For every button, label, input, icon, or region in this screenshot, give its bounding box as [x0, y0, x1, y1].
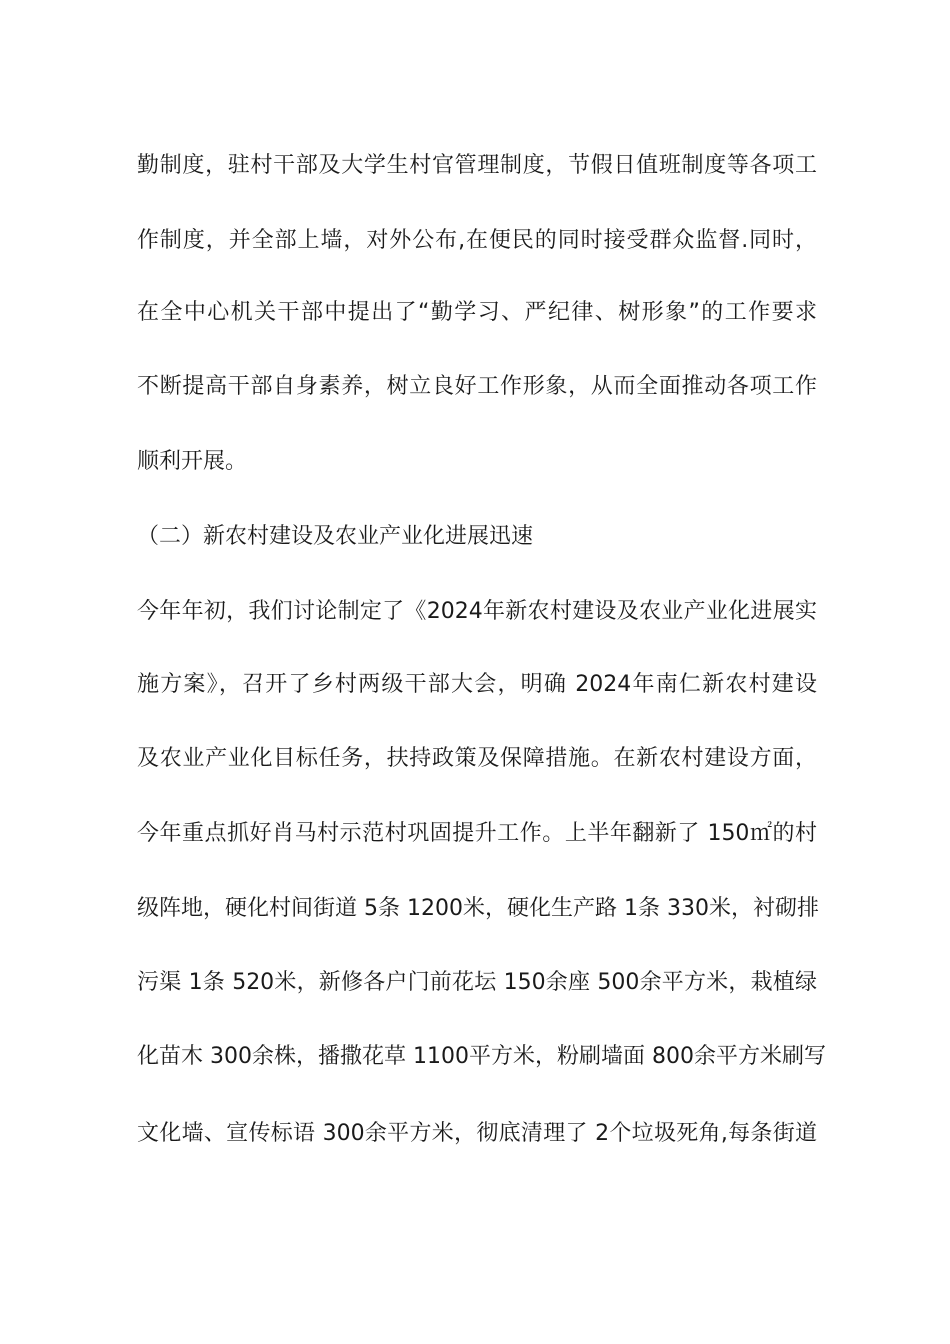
section-heading: （二）新农村建设及农业产业化进展迅速: [137, 524, 534, 549]
paragraph-2-line-7: 化苗木 300余株，播撒花草 1100平方米，粉刷墙面 800余平方米刷写: [137, 1044, 826, 1069]
paragraph-1-line-2: 作制度，并全部上墙，对外公布,在便民的同时接受群众监督.同时，: [137, 228, 817, 253]
paragraph-1-line-4: 不断提高干部自身素养，树立良好工作形象，从而全面推动各项工作: [137, 374, 817, 399]
paragraph-1-line-1: 勤制度，驻村干部及大学生村官管理制度，节假日值班制度等各项工: [137, 153, 817, 178]
paragraph-2-line-2: 施方案》，召开了乡村两级干部大会，明确 2024年南仁新农村建设: [137, 672, 817, 697]
paragraph-2-line-5: 级阵地，硬化村间街道 5条 1200米，硬化生产路 1条 330米，衬砌排: [137, 896, 819, 921]
paragraph-2-line-4: 今年重点抓好肖马村示范村巩固提升工作。上半年翻新了 150㎡的村: [137, 821, 817, 846]
paragraph-1-line-3: 在全中心机关干部中提出了“勤学习、严纪律、树形象”的工作要求: [137, 300, 817, 325]
paragraph-2-line-1: 今年年初，我们讨论制定了《2024年新农村建设及农业产业化进展实: [137, 599, 817, 624]
paragraph-2-line-6: 污渠 1条 520米，新修各户门前花坛 150余座 500余平方米，栽植绿: [137, 970, 817, 995]
paragraph-2-line-3: 及农业产业化目标任务，扶持政策及保障措施。在新农村建设方面，: [137, 746, 817, 771]
paragraph-1-line-5: 顺利开展。: [137, 449, 248, 474]
paragraph-2-line-8: 文化墙、宣传标语 300余平方米，彻底清理了 2个垃圾死角,每条街道: [137, 1121, 817, 1146]
